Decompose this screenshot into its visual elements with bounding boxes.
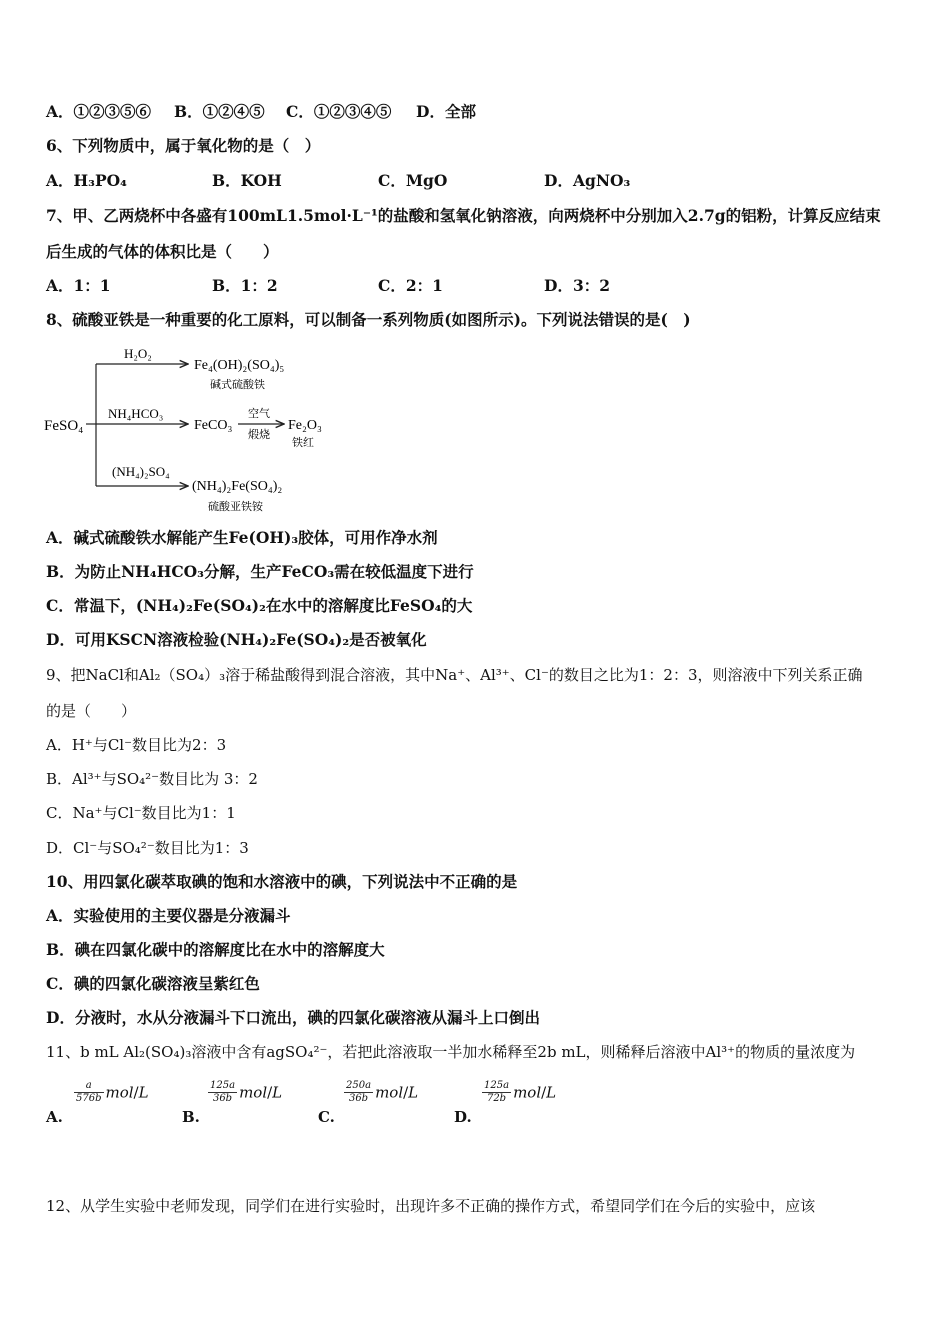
- diagram-top-name: 碱式硫酸铁: [210, 379, 265, 391]
- diagram-top-product: Fe₄(OH)₂(SO₄)₅: [194, 358, 285, 373]
- q8-stem: 8、硫酸亚铁是一种重要的化工原料，可以制备一系列物质(如图所示)。下列说法错误的是( ): [46, 310, 691, 329]
- q6-option-b: B．KOH: [212, 171, 282, 190]
- q8-option-c: C．常温下，(NH₄)₂Fe(SO₄)₂在水中的溶解度比FeSO₄的大: [46, 596, 473, 615]
- q10-option-b: B．碘在四氯化碳中的溶解度比在水中的溶解度大: [46, 940, 385, 959]
- q9-option-b: B．Al³⁺与SO₄²⁻数目比为 3：2: [46, 770, 258, 788]
- q8-option-a: A．碱式硫酸铁水解能产生Fe(OH)₃胶体，可用作净水剂: [46, 528, 438, 547]
- q7-options: [46, 276, 610, 296]
- q10-option-a: A．实验使用的主要仪器是分液漏斗: [46, 906, 291, 925]
- diagram-mid-cond-bottom: 煅烧: [248, 429, 270, 441]
- q7-option-c: C．2：1: [378, 276, 443, 295]
- q10-option-c: C．碘的四氯化碳溶液呈紫红色: [46, 974, 260, 993]
- diagram-top-reagent: H₂O₂: [124, 346, 152, 361]
- q9-stem-line1: 9、把NaCl和Al₂（SO₄）₃溶于稀盐酸得到混合溶液，其中Na⁺、Al³⁺、Cl⁻的数目之比为1：2：3，则溶液中下列关系正确: [46, 666, 863, 684]
- q9-option-a: A．H⁺与Cl⁻数目比为2：3: [46, 736, 227, 754]
- diagram-bot-product: (NH₄)₂Fe(SO₄)₂: [192, 479, 283, 494]
- ferrous-sulfate-reaction-diagram: [40, 338, 340, 518]
- q7-stem-line1: 7、甲、乙两烧杯中各盛有100mL1.5mol·L⁻¹的盐酸和氢氧化钠溶液，向两烧杯中分别加入2.7g的铝粉，计算反应结束: [46, 206, 881, 225]
- q11-options: A. $\frac{\text{𝑎}}{\text{576𝑏}}$ 𝑚𝑜𝑙/𝐿 B. $\frac{\text{125𝑎}}{\text{36𝑏}}$ 𝑚𝑜𝑙/𝐿 C. $\frac{\text{250𝑎}}{\text{36𝑏}}$ 𝑚𝑜𝑙/𝐿 D. $\frac{\text{125𝑎}}{\text{72𝑏}}$ 𝑚𝑜𝑙/𝐿: [46, 1080, 557, 1126]
- q5-option-a: A．①②③⑤⑥: [46, 102, 152, 121]
- q7-option-a: A．1：1: [46, 276, 111, 295]
- q6-option-d: D．AgNO₃: [544, 171, 631, 190]
- diagram-mid-cond-top: 空气: [248, 408, 270, 420]
- q6-option-c: C．MgO: [378, 171, 448, 190]
- diagram-mid-reagent: NH₄HCO₃: [108, 406, 164, 421]
- diagram-mid-final: Fe₂O₃: [288, 418, 322, 433]
- q7-option-d: D．3：2: [544, 276, 611, 295]
- q7-stem-line2: 后生成的气体的体积比是（ ）: [46, 242, 279, 261]
- q5-options: [46, 102, 476, 122]
- q5-option-c: C．①②③④⑤: [286, 102, 392, 121]
- q5-option-d: D．全部: [416, 102, 476, 121]
- q6-stem: 6、下列物质中，属于氧化物的是（ ）: [46, 136, 321, 155]
- q9-option-d: D．Cl⁻与SO₄²⁻数目比为1：3: [46, 839, 249, 857]
- diagram-mid-final-name: 铁红: [292, 437, 314, 449]
- q7-option-b: B．1：2: [212, 276, 278, 295]
- q11-stem: 11、b mL Al₂(SO₄)₃溶液中含有agSO₄²⁻，若把此溶液取一半加水稀释至2b mL，则稀释后溶液中Al³⁺的物质的量浓度为: [46, 1043, 856, 1061]
- diagram-mid-product: FeCO₃: [194, 418, 233, 433]
- q10-stem: 10、用四氯化碳萃取碘的饱和水溶液中的碘，下列说法中不正确的是: [46, 872, 518, 891]
- q6-option-a: A．H₃PO₄: [46, 171, 127, 190]
- q9-option-c: C．Na⁺与Cl⁻数目比为1：1: [46, 804, 236, 822]
- diagram-bot-name: 硫酸亚铁铵: [208, 501, 263, 513]
- q8-option-d: D．可用KSCN溶液检验(NH₄)₂Fe(SO₄)₂是否被氧化: [46, 630, 427, 649]
- diagram-bot-reagent: (NH₄)₂SO₄: [112, 464, 170, 479]
- q6-options: [46, 171, 630, 191]
- q12-stem: 12、从学生实验中老师发现，同学们在进行实验时，出现许多不正确的操作方式，希望同学们在今后的实验中，应该: [46, 1197, 816, 1215]
- q10-option-d: D．分液时，水从分液漏斗下口流出，碘的四氯化碳溶液从漏斗上口倒出: [46, 1008, 540, 1027]
- diagram-start: FeSO₄: [44, 418, 84, 434]
- q8-option-b: B．为防止NH₄HCO₃分解，生产FeCO₃需在较低温度下进行: [46, 562, 474, 581]
- q9-stem-line2: 的是（ ）: [46, 702, 137, 720]
- q5-option-b: B．①②④⑤: [174, 102, 265, 121]
